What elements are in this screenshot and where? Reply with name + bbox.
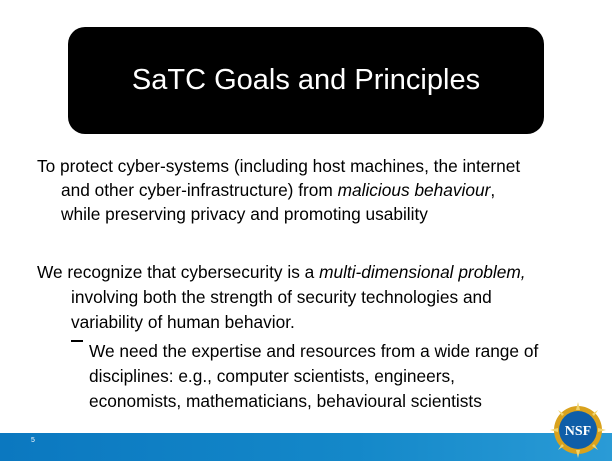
principle-line-3: [71, 310, 295, 334]
goal-line-1-text: To protect cyber-systems (including host machines, the internet: [37, 156, 521, 176]
sub-bullet-line-3: [89, 389, 482, 413]
sub-bullet-line-1: [89, 339, 538, 363]
footer-bar: [0, 433, 612, 461]
sub-bullet-dash: [71, 340, 83, 342]
goal-italic-phrase: malicious behaviour: [337, 180, 491, 200]
principle-line-1: [37, 260, 526, 284]
sub-bullet-line-1-text: We need the expertise and resources from a wide range of: [89, 341, 539, 361]
goal-line-2-pre: and other cyber-infrastructure) from: [61, 180, 338, 200]
sub-bullet-line-3-text: economists, mathematicians, behavioural scientists: [89, 391, 482, 411]
page-number: 5: [31, 437, 35, 444]
goal-line-2-post: ,: [490, 180, 496, 200]
goal-line-3: [61, 202, 428, 226]
principle-line-2-text: involving both the strength of security technologies and: [71, 287, 492, 307]
principle-line-2: [71, 285, 492, 309]
nsf-logo-text: NSF: [564, 424, 592, 439]
principle-line-3-text: variability of human behavior.: [71, 312, 295, 332]
goal-line-3-text: while preserving privacy and promoting usability: [61, 204, 428, 224]
title-box: [68, 27, 544, 134]
sub-bullet-line-2: [89, 364, 455, 388]
nsf-logo: [548, 400, 608, 460]
goal-line-2: [61, 178, 495, 202]
principle-italic-phrase: multi-dimensional problem,: [319, 262, 526, 282]
nsf-logo-icon: [548, 400, 608, 460]
goal-line-1: [37, 154, 520, 178]
principle-line-1-pre: We recognize that cybersecurity is a: [37, 262, 320, 282]
slide-title: SaTC Goals and Principles: [131, 64, 481, 96]
sub-bullet-line-2-text: disciplines: e.g., computer scientists, engineers,: [89, 366, 455, 386]
